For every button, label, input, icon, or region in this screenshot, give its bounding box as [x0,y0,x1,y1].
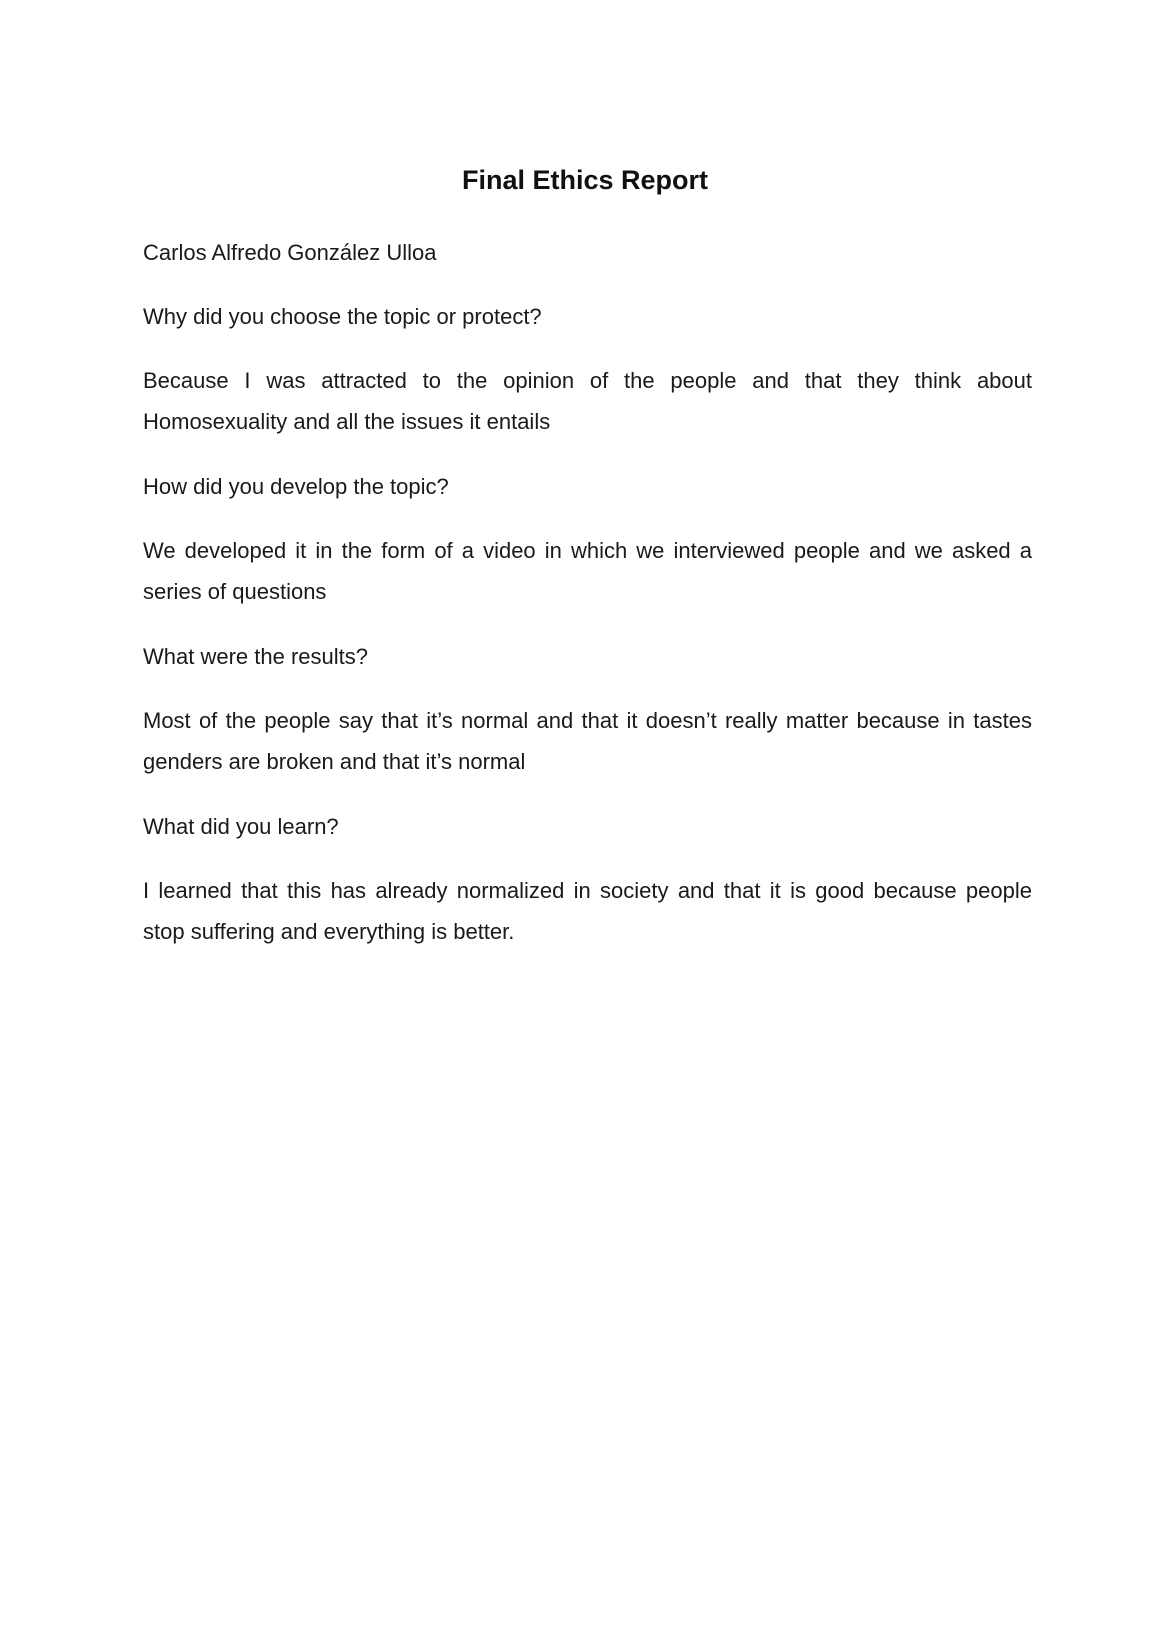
author-name: Carlos Alfredo González Ulloa [143,240,437,265]
answer-3: Most of the people say that it’s normal and that it doesn’t really matter because in tastes genders are broken and that it’s normal [143,708,1032,774]
question-2: How did you develop the topic? [143,474,449,499]
question-1: Why did you choose the topic or protect? [143,304,542,329]
document-title: Final Ethics Report [461,165,709,195]
answer-4: I learned that this has already normalized in society and that it is good because people stop suffering and everything is better. [143,878,1032,944]
question-3: What were the results? [143,644,368,669]
answer-1: Because I was attracted to the opinion of the people and that they think about Homosexuality and all the issues it entails [143,368,1032,434]
answer-2: We developed it in the form of a video in which we interviewed people and we asked a series of questions [143,538,1032,604]
question-4: What did you learn? [143,814,339,839]
